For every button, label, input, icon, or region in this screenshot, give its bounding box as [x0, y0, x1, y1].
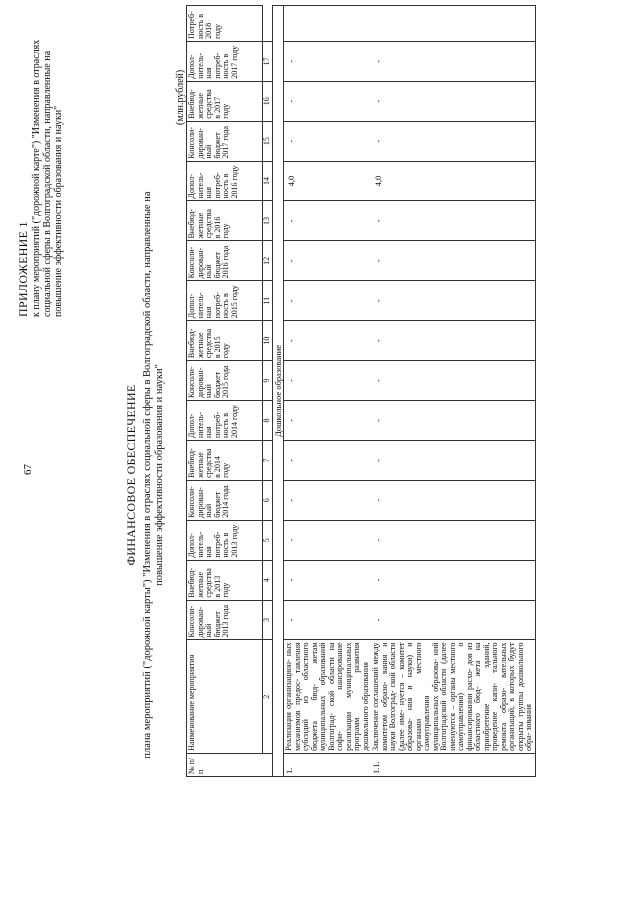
table-cell: - — [284, 41, 372, 81]
column-number: 3 — [263, 600, 273, 640]
table-cell: - — [371, 361, 535, 401]
header-cell: Допол- нитель- ная потреб- ность в 2017 году — [187, 41, 263, 81]
column-number: 5 — [263, 520, 273, 560]
row-number: 1.1. — [371, 753, 535, 776]
column-number: 4 — [263, 560, 273, 600]
appendix-text: к плану мероприятий ("дорожной карте") "Изменения в отраслях социальной сферы в Волгоградской области, направленные на повышение эффективности образования и науки" — [31, 39, 64, 317]
table-cell: - — [371, 401, 535, 441]
header-cell: Консоли- дирован- ный бюджет 2015 года — [187, 361, 263, 401]
table-cell: - — [284, 201, 372, 241]
table-cell: - — [284, 600, 372, 640]
section-title: Дошкольное образование — [272, 6, 284, 777]
table-cell: - — [371, 201, 535, 241]
table-cell: - — [371, 281, 535, 321]
column-number: 7 — [263, 440, 273, 480]
appendix-title: ПРИЛОЖЕНИЕ 1 — [16, 221, 30, 317]
table-cell: - — [284, 321, 372, 361]
page-number: 67 — [22, 464, 34, 475]
table-cell — [284, 6, 372, 42]
table-row — [284, 6, 372, 777]
row-name: Реализация организацион- ных механизмов предос- тавления субсидий из областного бюджета бюд- жетам муниципальных образований Волгоград- ской области на софи- нансирование реализации муниципальных программ развития дошкольного образования — [284, 640, 372, 753]
header-cell: Консоли- дирован- ный бюджет 2013 года — [187, 600, 263, 640]
header-cell: Консоли- дирован- ный бюджет 2016 года — [187, 241, 263, 281]
column-number: 2 — [263, 640, 273, 753]
table-cell: - — [284, 361, 372, 401]
table-cell — [371, 6, 535, 42]
column-number: 16 — [263, 81, 273, 121]
table-cell: - — [371, 321, 535, 361]
header-cell: Консоли- дирован- ный бюджет 2014 года — [187, 480, 263, 520]
table-cell: - — [284, 440, 372, 480]
column-number: 11 — [263, 281, 273, 321]
table-cell: - — [371, 600, 535, 640]
header-name: Наименование мероприятия — [187, 640, 263, 753]
column-number: 6 — [263, 480, 273, 520]
column-number: 14 — [263, 161, 273, 201]
column-number-row — [263, 6, 273, 777]
column-number: 8 — [263, 401, 273, 441]
table-cell: - — [284, 401, 372, 441]
document-title: ФИНАНСОВОЕ ОБЕСПЕЧЕНИЕ — [124, 384, 138, 566]
section-row — [272, 6, 284, 777]
header-cell: Потреб- ность в 2018 году — [187, 6, 263, 42]
table-cell: - — [371, 41, 535, 81]
row-name: Заключение соглашений между комитетом образо- вания и науки Волгоград- ской области (далее име- нуется – комитет образова- ния и науки) и органами местного самоуправления муниципальных образова- ний Волгоградской области (далее именуются – органы местного самоуправления) о финансировании расхо- дов из областного бюд- жета на приобретение зданий, проведение капи- тального ремонта образо- вательных организаций, в которых будут открыты группы дошкольного обра- зования — [371, 640, 535, 753]
table-cell: - — [371, 81, 535, 121]
table-row — [371, 6, 535, 777]
appendix-block — [18, 7, 64, 317]
header-cell: Внебюд- жетные средства в 2017 году — [187, 81, 263, 121]
row-number: 1. — [284, 753, 372, 776]
header-cell: Допол- нитель- ная потреб- ность в 2013 году — [187, 520, 263, 560]
header-cell: Внебюд- жетные средства в 2013 году — [187, 560, 263, 600]
header-cell: Консоли- дирован- ный бюджет 2017 года — [187, 121, 263, 161]
table-cell: - — [371, 440, 535, 480]
column-number: 10 — [263, 321, 273, 361]
table-cell: - — [284, 241, 372, 281]
header-cell: Допол- нитель- ная потреб- ность в 2014 году — [187, 401, 263, 441]
column-number: 12 — [263, 241, 273, 281]
table-cell: 4,0 — [371, 161, 535, 201]
table-cell: - — [284, 121, 372, 161]
table-cell: - — [371, 241, 535, 281]
table-cell: - — [284, 560, 372, 600]
header-cell: Допол- нитель- ная потреб- ность в 2015 году — [187, 281, 263, 321]
header-cell: Внебюд- жетные средства в 2015 году — [187, 321, 263, 361]
column-number: 15 — [263, 121, 273, 161]
document-subtitle: плана мероприятий ("дорожной карты") "Изменения в отраслях социальной сферы в Волгоградской области, направленные на повышение эффективности образования и науки" — [142, 191, 165, 759]
column-number: 17 — [263, 41, 273, 81]
column-number: 9 — [263, 361, 273, 401]
table-cell: - — [371, 121, 535, 161]
financing-table — [186, 5, 536, 777]
table-cell: - — [371, 560, 535, 600]
units-label: (млн.рублей) — [175, 69, 186, 125]
table-cell: - — [284, 81, 372, 121]
column-number: 13 — [263, 201, 273, 241]
header-no: № п/п — [187, 753, 273, 776]
table-cell: 4,0 — [284, 161, 372, 201]
table-cell: - — [284, 520, 372, 560]
table-header-row — [187, 6, 263, 777]
table-cell: - — [371, 480, 535, 520]
header-cell: Внебюд- жетные средства в 2016 году — [187, 201, 263, 241]
table-cell: - — [284, 281, 372, 321]
header-cell: Допол- нитель- ная потреб- ность в 2016 году — [187, 161, 263, 201]
table-cell: - — [284, 480, 372, 520]
table-cell: - — [371, 520, 535, 560]
header-cell: Внебюд- жетные средства в 2014 году — [187, 440, 263, 480]
